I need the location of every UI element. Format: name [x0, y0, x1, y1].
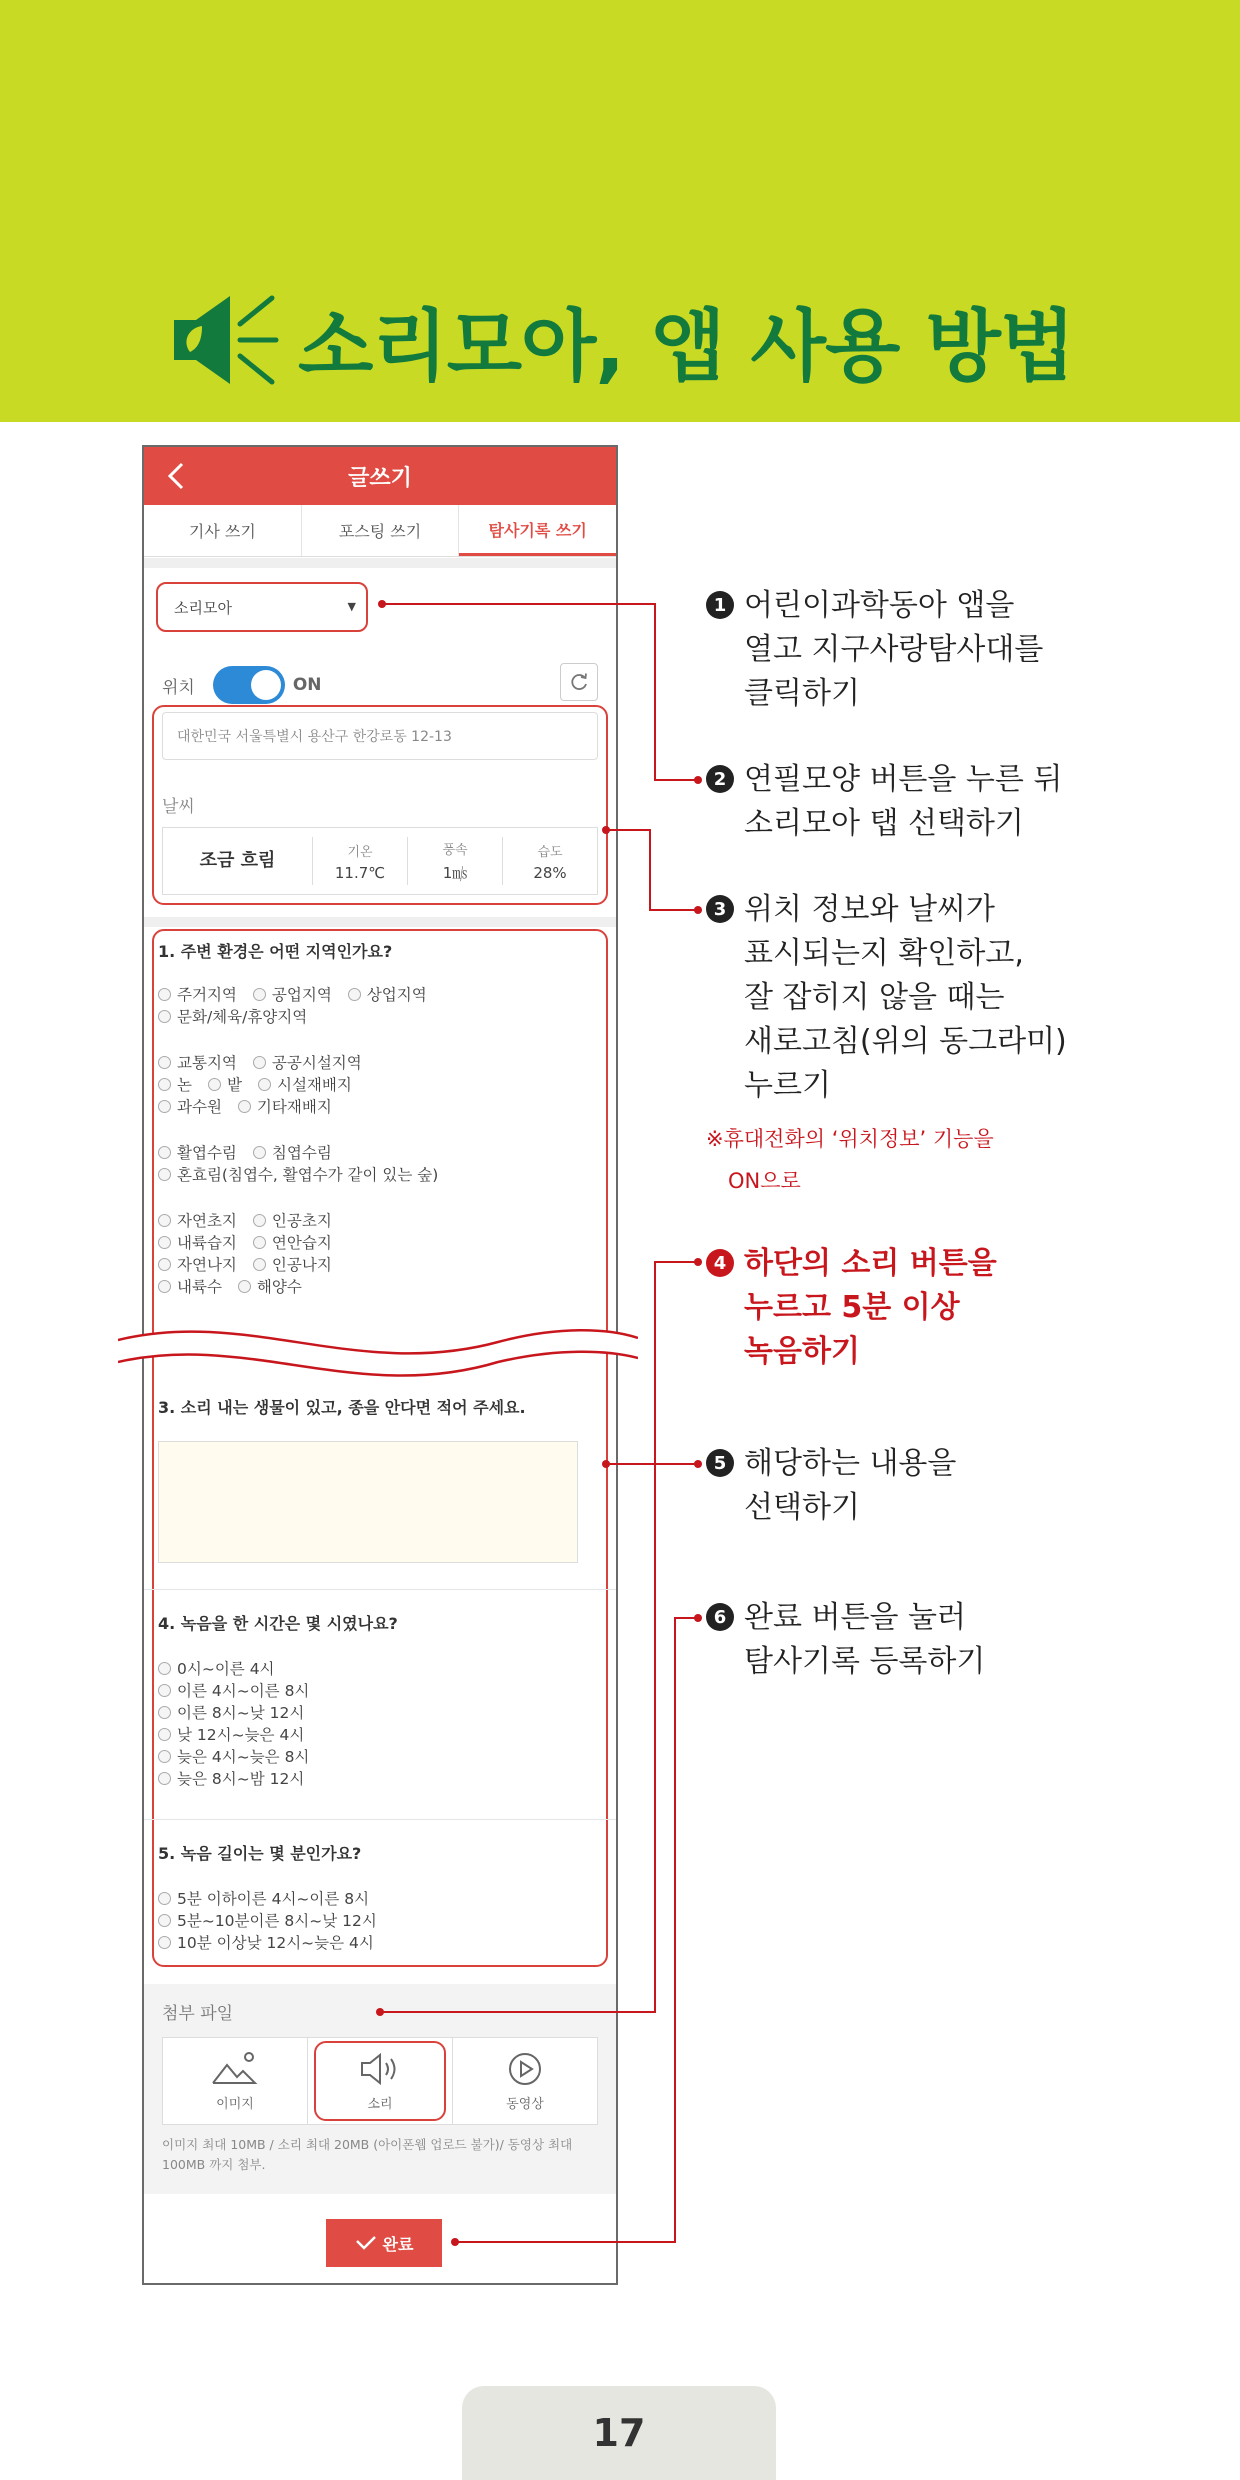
radio-option[interactable]	[158, 1931, 374, 1953]
option-label: 이른 4시~이른 8시	[177, 1682, 310, 1700]
option-row	[158, 1209, 348, 1231]
step-line: 어린이과학동아 앱을	[744, 588, 1015, 623]
board-select[interactable]	[156, 582, 368, 632]
option-label: 늦은 4시~늦은 8시	[177, 1748, 310, 1766]
note-line: ON으로	[728, 1169, 801, 1193]
question-5-title: 5. 녹음 길이는 몇 분인가요?	[158, 1844, 362, 1863]
question-1-title: 1. 주변 환경은 어떤 지역인가요?	[158, 942, 393, 961]
radio-button	[208, 1078, 221, 1091]
radio-option[interactable]	[158, 983, 237, 1005]
step-line: 해당하는 내용을	[744, 1446, 957, 1481]
check-icon	[355, 2235, 377, 2251]
option-label: 내륙수	[177, 1278, 222, 1296]
tab-bar	[144, 505, 616, 557]
radio-option[interactable]	[208, 1073, 242, 1095]
radio-button	[158, 1214, 171, 1227]
step-text	[744, 1242, 997, 1374]
radio-button	[158, 1100, 171, 1113]
radio-button	[253, 988, 266, 1001]
step-line: 연필모양 버튼을 누른 뒤	[744, 762, 1063, 797]
radio-option[interactable]	[253, 983, 332, 1005]
radio-option[interactable]	[158, 1909, 377, 1931]
attach-sound-label: 소리	[367, 2096, 393, 2112]
option-label: 공공시설지역	[271, 1054, 362, 1072]
radio-option[interactable]	[253, 1141, 332, 1163]
step-number: 1	[706, 591, 734, 619]
radio-option[interactable]	[158, 1657, 275, 1679]
note-line: ※휴대전화의 ‘위치정보’ 기능을	[706, 1127, 994, 1151]
title-row	[168, 285, 1074, 395]
option-label: 인공초지	[271, 1212, 332, 1230]
radio-option[interactable]	[158, 1231, 237, 1253]
step-4	[706, 1242, 997, 1374]
radio-button	[258, 1078, 271, 1091]
step-line: 열고 지구사랑탐사대를	[744, 632, 1044, 667]
step-line: 누르기	[744, 1068, 831, 1103]
radio-button	[253, 1146, 266, 1159]
weather-card	[162, 827, 598, 895]
radio-option[interactable]	[158, 1005, 307, 1027]
option-label: 교통지역	[177, 1054, 237, 1072]
radio-option[interactable]	[158, 1209, 237, 1231]
step-6	[706, 1596, 985, 1684]
step-line: 누르고 5분 이상	[744, 1290, 960, 1325]
radio-option[interactable]	[158, 1141, 237, 1163]
radio-option[interactable]	[158, 1701, 304, 1723]
radio-button	[253, 1056, 266, 1069]
radio-option[interactable]	[158, 1095, 222, 1117]
step-line: 표시되는지 확인하고,	[744, 936, 1024, 971]
divider	[144, 1589, 616, 1590]
option-label: 낮 12시~늦은 4시	[177, 1726, 305, 1744]
sound-button-highlight	[314, 2041, 446, 2121]
app-bar	[144, 447, 616, 505]
option-label: 자연초지	[177, 1212, 237, 1230]
option-row	[158, 1095, 348, 1117]
header-band	[0, 0, 1240, 422]
option-row	[158, 1231, 348, 1253]
weather-condition: 조금 흐림	[163, 837, 313, 885]
location-note	[706, 1118, 994, 1202]
play-icon	[507, 2051, 543, 2087]
option-label: 해양수	[256, 1278, 302, 1296]
step-line: 위치 정보와 날씨가	[744, 892, 995, 927]
app-bar-title: 글쓰기	[348, 465, 412, 491]
option-row	[158, 1051, 378, 1073]
step-line: 녹음하기	[744, 1334, 860, 1369]
step-number: 2	[706, 765, 734, 793]
radio-option[interactable]	[238, 1095, 332, 1117]
toggle-state: ON	[292, 675, 322, 695]
temperature-label: 기온	[347, 844, 373, 860]
option-label: 이른 8시~낮 12시	[177, 1704, 305, 1722]
tab-posting[interactable]: 포스팅 쓰기	[302, 505, 460, 556]
option-row	[158, 1253, 348, 1275]
step-line: 잘 잡히지 않을 때는	[744, 980, 1005, 1015]
address-field: 대한민국 서울특별시 용산구 한강로동 12-13	[162, 712, 598, 760]
option-label: 밭	[226, 1076, 242, 1094]
step-5	[706, 1442, 956, 1530]
radio-option[interactable]	[158, 1275, 222, 1297]
location-toggle[interactable]	[213, 666, 285, 704]
option-label: 논	[177, 1076, 192, 1094]
step-line: 탐사기록 등록하기	[744, 1644, 986, 1679]
option-label: 문화/체육/휴양지역	[177, 1008, 308, 1026]
option-label: 활엽수림	[177, 1144, 237, 1162]
temperature-cell	[313, 837, 408, 885]
radio-button	[158, 1662, 171, 1675]
step-text	[744, 584, 1043, 716]
radio-option[interactable]	[253, 1209, 332, 1231]
option-label: 과수원	[177, 1098, 222, 1116]
speaker-icon	[168, 290, 280, 390]
step-number: 5	[706, 1449, 734, 1477]
step-text	[744, 758, 1062, 846]
radio-button	[158, 1146, 171, 1159]
location-row	[162, 665, 322, 705]
divider	[144, 558, 616, 568]
question-4-title: 4. 녹음을 한 시간은 몇 시였나요?	[158, 1614, 398, 1633]
radio-button	[158, 1280, 171, 1293]
radio-option[interactable]	[158, 1163, 438, 1185]
option-row	[158, 1275, 318, 1297]
board-select-value: 소리모아	[174, 598, 232, 617]
humidity-cell	[503, 837, 597, 885]
radio-option[interactable]	[258, 1073, 352, 1095]
page-cut-wave	[118, 1310, 638, 1384]
radio-button	[253, 1236, 266, 1249]
option-row	[158, 1005, 323, 1027]
question-3-title: 3. 소리 내는 생물이 있고, 종을 안다면 적어 주세요.	[158, 1398, 526, 1417]
radio-button	[158, 1706, 171, 1719]
step-number: 6	[706, 1603, 734, 1631]
option-label: 공업지역	[271, 986, 332, 1004]
location-label: 위치	[162, 677, 195, 698]
attach-image-label: 이미지	[216, 2096, 254, 2112]
back-arrow-icon[interactable]	[162, 459, 192, 493]
radio-button	[158, 1892, 171, 1905]
option-label: 인공나지	[271, 1256, 332, 1274]
radio-button	[238, 1280, 251, 1293]
radio-option[interactable]	[158, 1679, 309, 1701]
step-text	[744, 888, 1067, 1108]
radio-button	[158, 1168, 171, 1181]
radio-button	[253, 1258, 266, 1271]
option-label: 시설재배지	[276, 1076, 352, 1094]
radio-button	[238, 1100, 251, 1113]
step-number: 4	[706, 1249, 734, 1277]
radio-button	[158, 1750, 171, 1763]
temperature-value: 11.7℃	[334, 863, 386, 882]
radio-option[interactable]	[253, 1051, 362, 1073]
divider	[144, 917, 616, 927]
option-label: 기타재배지	[256, 1098, 332, 1116]
step-line: 선택하기	[744, 1490, 860, 1525]
attach-video-button[interactable]	[453, 2038, 597, 2124]
radio-button	[253, 1214, 266, 1227]
option-label: 주거지역	[177, 986, 237, 1004]
option-row	[158, 983, 443, 1005]
radio-option[interactable]	[238, 1275, 302, 1297]
option-label: 0시~이른 4시	[177, 1660, 275, 1678]
radio-button	[158, 1056, 171, 1069]
page-number: 17	[462, 2386, 776, 2480]
step-1	[706, 584, 1043, 716]
option-row	[158, 1073, 368, 1095]
attachment-title: 첨부 파일	[162, 2004, 234, 2024]
step-line: 완료 버튼을 눌러	[744, 1600, 966, 1635]
species-textarea[interactable]	[158, 1441, 578, 1563]
option-label: 상업지역	[366, 986, 427, 1004]
radio-button	[158, 1936, 171, 1949]
done-label: 완료	[382, 2234, 414, 2254]
option-row	[158, 1141, 348, 1163]
wind-value: 1㎧	[442, 864, 468, 882]
radio-option[interactable]	[253, 1231, 332, 1253]
divider	[144, 1819, 616, 1820]
tab-exploration-record[interactable]: 탐사기록 쓰기	[459, 505, 616, 556]
option-label: 10분 이상낮 12시~늦은 4시	[177, 1934, 374, 1952]
attach-video-label: 동영상	[506, 2096, 544, 2112]
radio-button	[158, 1728, 171, 1741]
attach-image-button[interactable]	[163, 2038, 308, 2124]
option-label: 5분 이하이른 4시~이른 8시	[177, 1890, 370, 1908]
step-line: 하단의 소리 버튼을	[744, 1246, 997, 1281]
option-row	[158, 1163, 454, 1185]
step-line: 소리모아 탭 선택하기	[744, 806, 1024, 841]
weather-label: 날씨	[162, 797, 195, 817]
wind-label: 풍속	[442, 843, 468, 858]
option-label: 혼효림(침엽수, 활엽수가 같이 있는 숲)	[177, 1166, 439, 1184]
step-line: 클릭하기	[744, 676, 860, 711]
step-line: 새로고침(위의 동그라미)	[744, 1024, 1067, 1059]
option-label: 늦은 8시~밤 12시	[177, 1770, 305, 1788]
radio-button	[158, 1258, 171, 1271]
refresh-icon	[568, 671, 590, 693]
radio-option[interactable]	[158, 1051, 237, 1073]
refresh-button[interactable]	[560, 663, 598, 701]
radio-option[interactable]	[158, 1745, 309, 1767]
radio-button	[158, 988, 171, 1001]
image-icon	[211, 2051, 259, 2087]
radio-button	[158, 1236, 171, 1249]
option-label: 5분~10분이른 8시~낮 12시	[177, 1912, 377, 1930]
tab-article[interactable]: 기사 쓰기	[144, 505, 302, 556]
humidity-value: 28%	[533, 863, 567, 882]
radio-option[interactable]	[348, 983, 427, 1005]
step-2	[706, 758, 1062, 846]
option-label: 내륙습지	[177, 1234, 237, 1252]
toggle-knob	[251, 670, 281, 700]
wind-cell	[408, 837, 503, 885]
radio-button	[158, 1772, 171, 1785]
caret-down-icon: ▼	[347, 600, 356, 613]
radio-button	[158, 1078, 171, 1091]
step-3	[706, 888, 1067, 1108]
radio-option[interactable]	[158, 1767, 304, 1789]
radio-button	[348, 988, 361, 1001]
radio-button	[158, 1914, 171, 1927]
radio-option[interactable]	[158, 1723, 304, 1745]
radio-option[interactable]	[158, 1253, 237, 1275]
radio-option[interactable]	[158, 1887, 369, 1909]
step-text	[744, 1596, 985, 1684]
radio-button	[158, 1010, 171, 1023]
radio-option[interactable]	[253, 1253, 332, 1275]
step-text	[744, 1442, 956, 1530]
page-title: 소리모아, 앱 사용 방법	[298, 302, 1075, 392]
done-button[interactable]	[326, 2219, 442, 2267]
radio-button	[158, 1684, 171, 1697]
attachment-note: 이미지 최대 10MB / 소리 최대 20MB (아이폰웹 업로드 불가)/ 동영상 최대 100MB 까지 첨부.	[162, 2137, 573, 2172]
radio-option[interactable]	[158, 1073, 192, 1095]
option-label: 자연나지	[177, 1256, 237, 1274]
humidity-label: 습도	[537, 844, 563, 860]
option-label: 연안습지	[271, 1234, 332, 1252]
option-label: 침엽수림	[271, 1144, 332, 1162]
step-number: 3	[706, 895, 734, 923]
